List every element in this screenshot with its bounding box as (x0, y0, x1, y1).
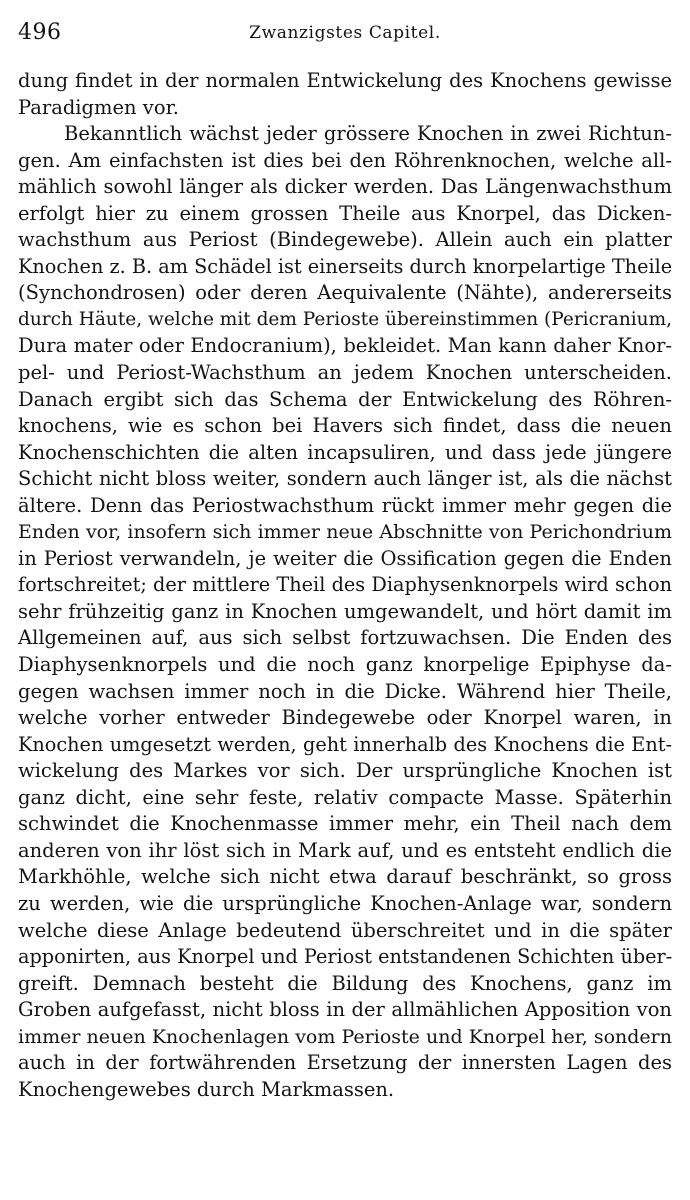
text-line: Knochen umgesetzt werden, geht innerhalb des Knochens die Ent- (18, 732, 672, 756)
text-line: (Synchondrosen) oder deren Aequivalente (Nähte), andererseits (18, 281, 672, 305)
text-line: Danach ergibt sich das Schema der Entwickelung des Röhren- (18, 387, 672, 411)
text-line: immer neuen Knochenlagen vom Perioste und Knorpel her, sondern (18, 1025, 672, 1048)
text-line: erfolgt hier zu einem grossen Theile aus Knorpel, das Dicken- (18, 201, 672, 225)
text-line: Dura mater oder Endocranium), bekleidet. Man kann daher Knor- (18, 334, 672, 358)
page-number: 496 (18, 20, 62, 45)
text-line: gegen wachsen immer noch in die Dicke. Während hier Theile, (18, 679, 672, 703)
text-line: Markhöhle, welche sich nicht etwa darauf beschränkt, so gross (18, 865, 672, 889)
text-line: auch in der fortwährenden Ersetzung der innersten Lagen des (18, 1051, 672, 1075)
text-line: ältere. Denn das Periostwachsthum rückt immer mehr gegen die (18, 493, 672, 517)
text-line: Paradigmen vor. (18, 95, 179, 119)
text-line: Schicht nicht bloss weiter, sondern auch länger ist, als die nächst (18, 467, 672, 491)
text-line: pel- und Periost-Wachsthum an jedem Knochen unterscheiden. (18, 361, 672, 385)
text-line: Allgemeinen auf, aus sich selbst fortzuwachsen. Die Enden des (18, 626, 672, 650)
text-line: wickelung des Markes vor sich. Der ursprüngliche Knochen ist (18, 759, 672, 783)
text-line: sehr frühzeitig ganz in Knochen umgewandelt, und hört damit im (18, 599, 672, 623)
text-line: apponirten, aus Knorpel und Periost entstandenen Schichten über- (18, 945, 672, 969)
text-line: wachsthum aus Periost (Bindegewebe). Allein auch ein platter (18, 228, 672, 252)
text-line: Knochen z. B. am Schädel ist einerseits durch knorpelartige Theile (18, 254, 672, 278)
text-line: fortschreitet; der mittlere Theil des Diaphysenknorpels wird schon (18, 573, 672, 597)
text-line: knochens, wie es schon bei Havers sich findet, dass die neuen (18, 414, 672, 438)
text-line: zu werden, wie die ursprüngliche Knochen-Anlage war, sondern (18, 891, 672, 915)
text-line: Groben aufgefasst, nicht bloss in der allmählichen Apposition von (18, 998, 672, 1022)
text-line: welche diese Anlage bedeutend überschreitet und in die später (18, 918, 672, 942)
text-line: Knochengewebes durch Markmassen. (18, 1077, 395, 1101)
text-line: in Periost verwandeln, je weiter die Ossification gegen die Enden (18, 546, 672, 570)
text-line: durch Häute, welche mit dem Perioste übereinstimmen (Pericranium, (18, 308, 672, 330)
text-line: dung findet in der normalen Entwickelung des Knochens gewisse (18, 69, 672, 92)
running-head: Zwanzigstes Capitel. (249, 23, 441, 43)
body-text (18, 68, 672, 1103)
text-line: schwindet die Knochenmasse immer mehr, ein Theil nach dem (18, 812, 672, 836)
text-line: greift. Demnach besteht die Bildung des Knochens, ganz im (18, 971, 672, 995)
text-line: Diaphysenknorpels und die noch ganz knorpelige Epiphyse da- (18, 653, 672, 677)
text-line: mählich sowohl länger als dicker werden. Das Längenwachsthum (18, 175, 672, 199)
text-line: ganz dicht, eine sehr feste, relativ compacte Masse. Späterhin (18, 785, 672, 809)
text-line: Knochenschichten die alten incapsuliren, und dass jede jüngere (18, 440, 672, 464)
text-line: Bekanntlich wächst jeder grössere Knochen in zwei Richtun- (64, 122, 672, 146)
text-line: gen. Am einfachsten ist dies bei den Röhrenknochen, welche all- (18, 148, 672, 172)
text-line: welche vorher entweder Bindegewebe oder Knorpel waren, in (18, 706, 672, 730)
page-header (18, 18, 672, 50)
text-line: Enden vor, insofern sich immer neue Abschnitte von Perichondrium (18, 521, 672, 544)
text-line: anderen von ihr löst sich in Mark auf, und es entsteht endlich die (18, 838, 672, 862)
